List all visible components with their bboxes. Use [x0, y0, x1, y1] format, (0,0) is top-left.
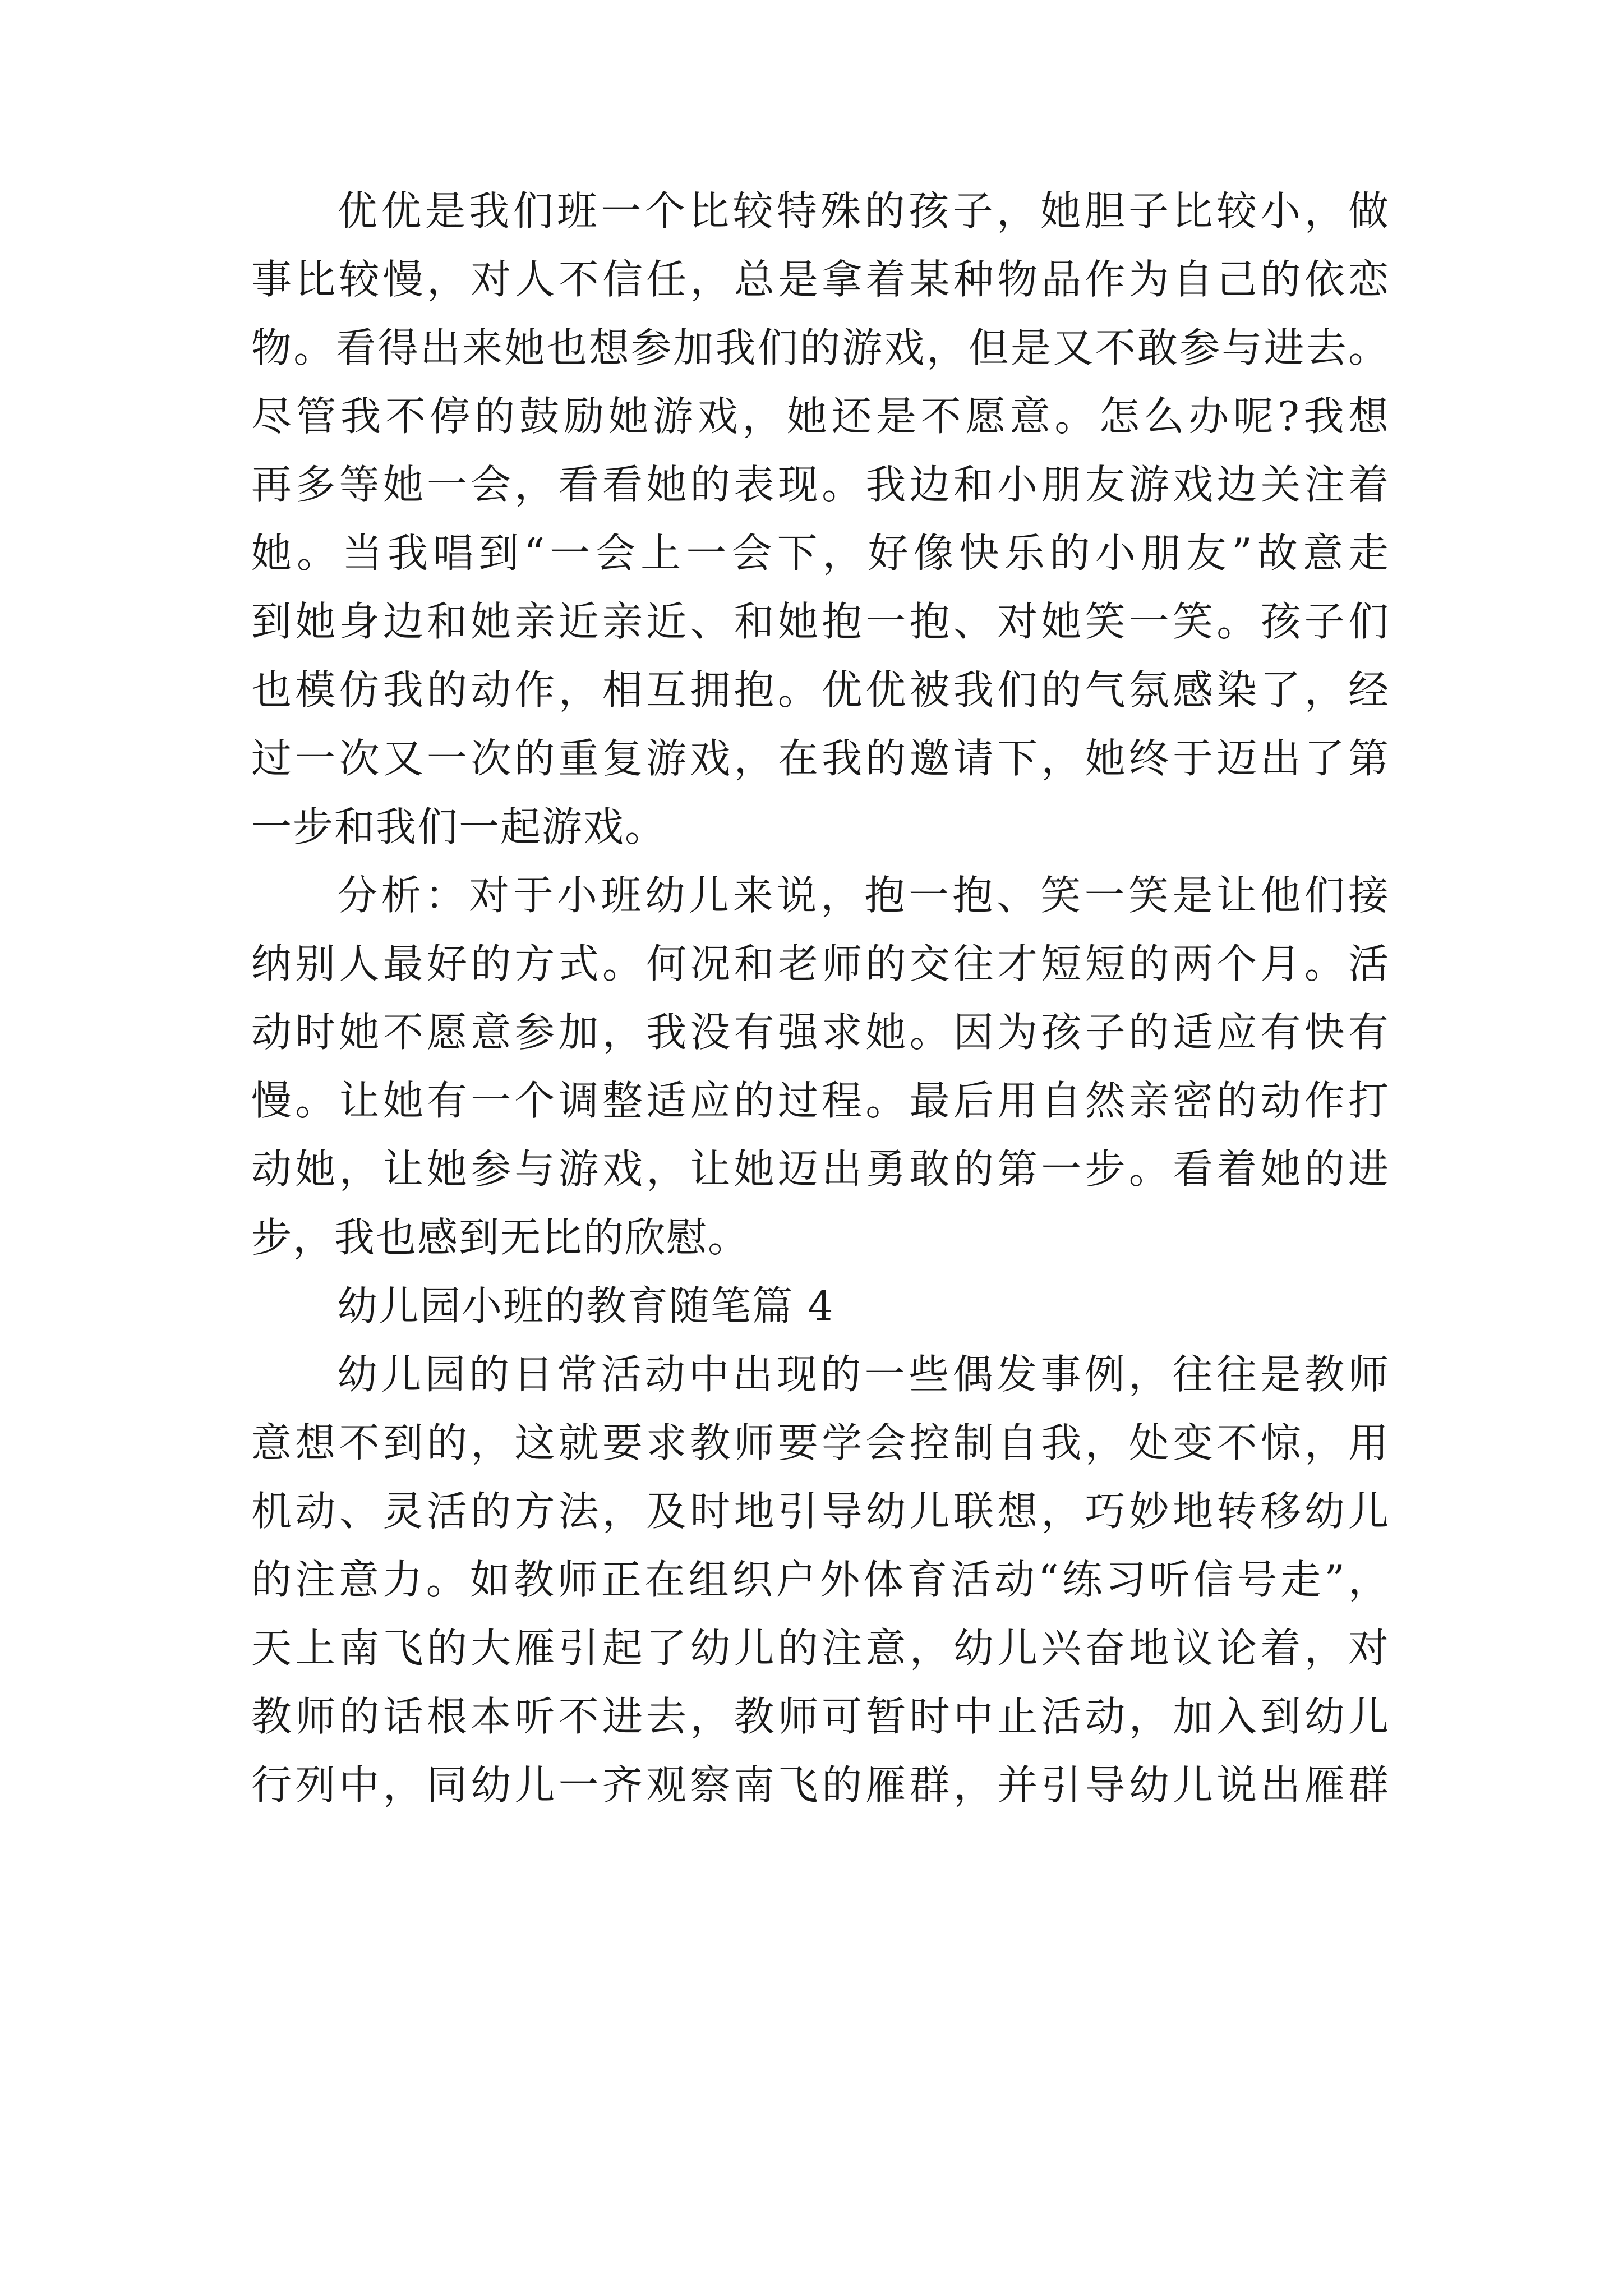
paragraph-2-line-3: 动时她不愿意参加，我没有强求她。因为孩子的适应有快有	[251, 1009, 1390, 1056]
paragraph-1-line-2: 事比较慢，对人不信任，总是拿着某种物品作为自己的依恋	[251, 256, 1390, 303]
paragraph-3-line-5: 天上南飞的大雁引起了幼儿的注意，幼儿兴奋地议论着，对	[251, 1625, 1390, 1672]
paragraph-3-line-2: 意想不到的，这就要求教师要学会控制自我，处变不惊，用	[251, 1419, 1390, 1466]
paragraph-1-line-9: 过一次又一次的重复游戏，在我的邀请下，她终于迈出了第	[251, 735, 1390, 782]
paragraph-1-line-1: 优优是我们班一个比较特殊的孩子，她胆子比较小，做	[337, 187, 1390, 234]
section-heading: 幼儿园小班的教育随笔篇 4	[337, 1282, 834, 1329]
paragraph-3-line-1: 幼儿园的日常活动中出现的一些偶发事例，往往是教师	[337, 1351, 1390, 1398]
paragraph-1-line-10: 一步和我们一起游戏。	[251, 803, 667, 850]
paragraph-2-line-5: 动她，让她参与游戏，让她迈出勇敢的第一步。看着她的进	[251, 1145, 1390, 1193]
paragraph-2-line-4: 慢。让她有一个调整适应的过程。最后用自然亲密的动作打	[251, 1077, 1390, 1124]
paragraph-1-line-8: 也模仿我的动作，相互拥抱。优优被我们的气氛感染了，经	[251, 666, 1390, 714]
paragraph-3-line-7: 行列中，同幼儿一齐观察南飞的雁群，并引导幼儿说出雁群	[251, 1761, 1390, 1809]
paragraph-1-line-4: 尽管我不停的鼓励她游戏，她还是不愿意。怎么办呢?我想	[251, 393, 1390, 440]
paragraph-1-line-7: 到她身边和她亲近亲近、和她抱一抱、对她笑一笑。孩子们	[251, 598, 1390, 645]
paragraph-3-line-6: 教师的话根本听不进去，教师可暂时中止活动，加入到幼儿	[251, 1693, 1390, 1740]
paragraph-3-line-4: 的注意力。如教师正在组织户外体育活动“练习听信号走”，	[251, 1556, 1390, 1603]
paragraph-3-line-3: 机动、灵活的方法，及时地引导幼儿联想，巧妙地转移幼儿	[251, 1488, 1390, 1535]
paragraph-1-line-6: 她。当我唱到“一会上一会下，好像快乐的小朋友”故意走	[251, 530, 1390, 577]
paragraph-2-line-1: 分析：对于小班幼儿来说，抱一抱、笑一笑是让他们接	[337, 872, 1390, 919]
paragraph-2-line-6: 步，我也感到无比的欣慰。	[251, 1214, 750, 1261]
paragraph-1-line-3: 物。看得出来她也想参加我们的游戏，但是又不敢参与进去。	[251, 324, 1390, 371]
paragraph-2-line-2: 纳别人最好的方式。何况和老师的交往才短短的两个月。活	[251, 940, 1390, 987]
paragraph-1-line-5: 再多等她一会，看看她的表现。我边和小朋友游戏边关注着	[251, 461, 1390, 508]
